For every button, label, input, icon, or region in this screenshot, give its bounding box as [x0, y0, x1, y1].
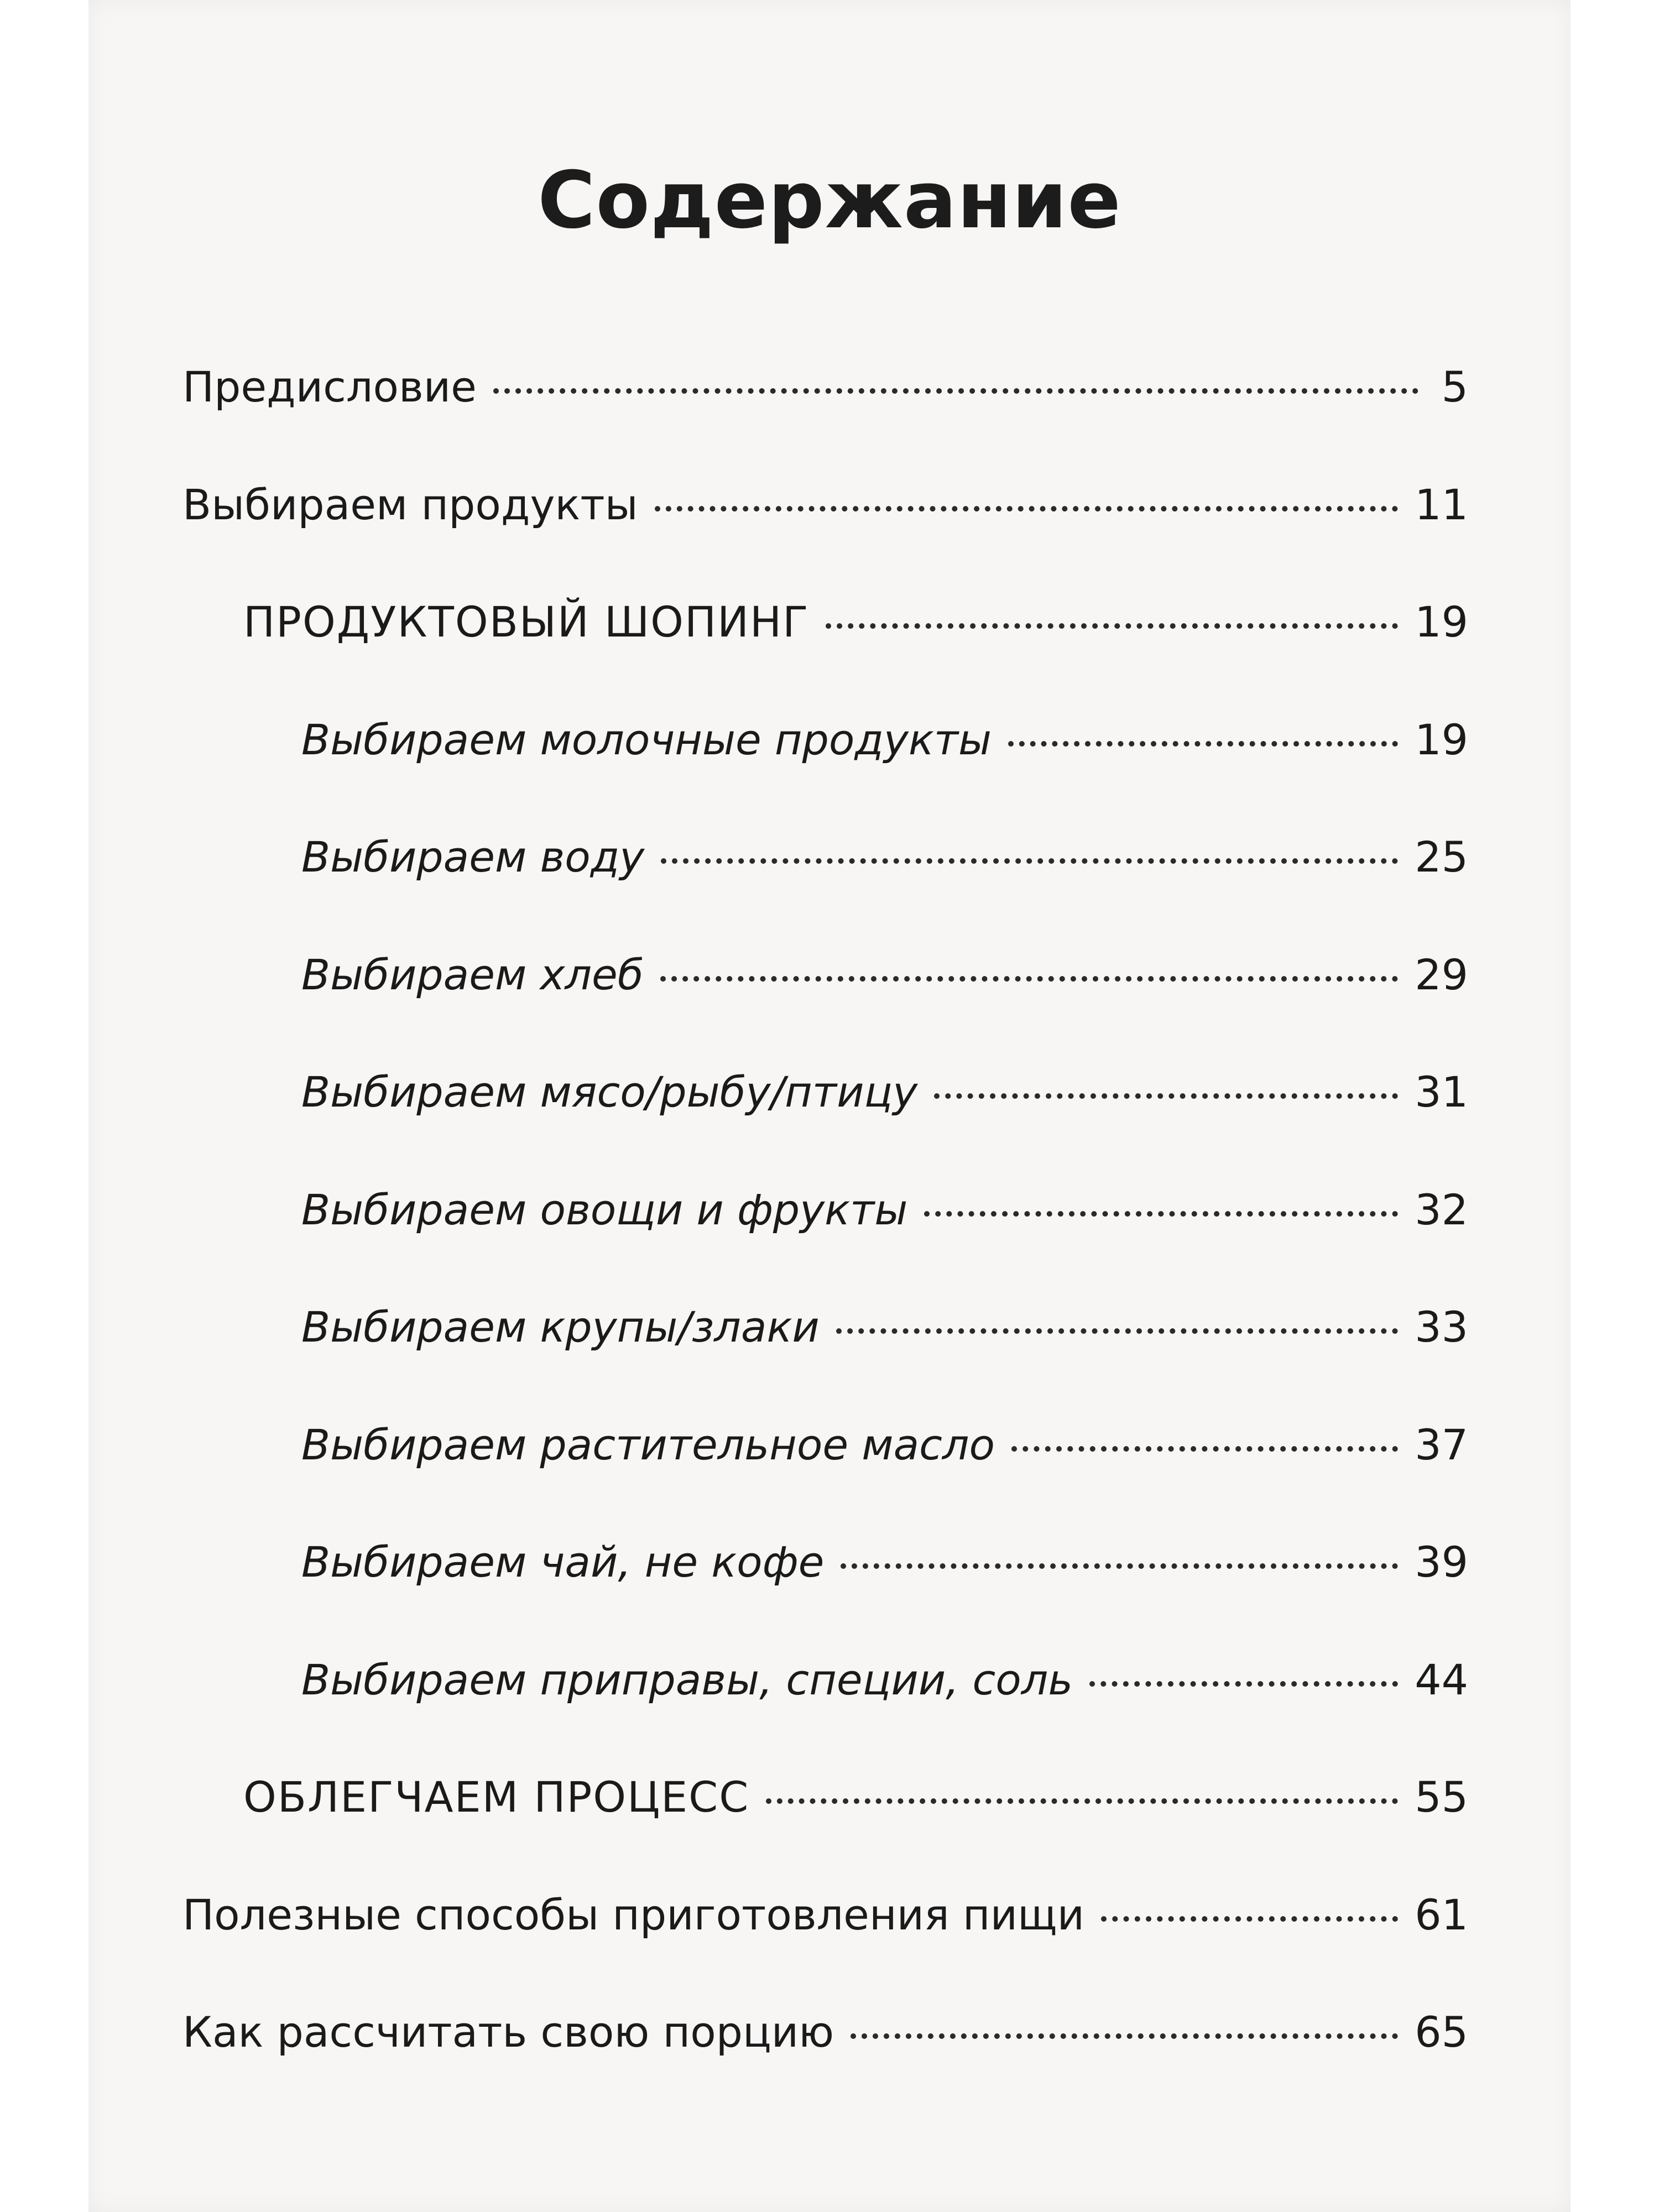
- toc-entry-label: Выбираем хлеб: [301, 950, 644, 999]
- toc-entry-page: 37: [1415, 1420, 1468, 1469]
- toc-entry-page: 32: [1415, 1185, 1468, 1234]
- dot-leader: [934, 1093, 1398, 1099]
- toc-entry-vegetable-oil[interactable]: [301, 1420, 1468, 1475]
- toc-entry-label: Выбираем мясо/рыбу/птицу: [301, 1067, 918, 1117]
- toc-entry-page: 11: [1415, 480, 1468, 529]
- dot-leader: [766, 1798, 1398, 1804]
- toc-entry-seasonings-spices-salt[interactable]: [301, 1655, 1468, 1710]
- toc-entry-tea-not-coffee[interactable]: [301, 1537, 1468, 1593]
- dot-leader: [493, 388, 1418, 394]
- toc-entry-page: 55: [1415, 1772, 1468, 1822]
- dot-leader: [655, 506, 1399, 512]
- toc-entry-label: Предисловие: [182, 362, 477, 411]
- toc-entry-preface[interactable]: [182, 362, 1468, 418]
- dot-leader: [851, 2033, 1398, 2039]
- toc-entry-meat-fish-poultry[interactable]: [301, 1067, 1468, 1123]
- dot-leader: [826, 623, 1398, 629]
- toc-entry-label: Выбираем молочные продукты: [301, 715, 992, 764]
- toc-entry-label: Выбираем продукты: [182, 480, 638, 529]
- dot-leader: [660, 976, 1399, 982]
- dot-leader: [1101, 1916, 1398, 1922]
- toc-entry-water[interactable]: [301, 832, 1468, 888]
- page-title: Содержание: [538, 155, 1121, 247]
- toc-entry-easing-process[interactable]: [243, 1772, 1468, 1828]
- toc-entry-page: 33: [1415, 1302, 1468, 1352]
- dot-leader: [836, 1328, 1399, 1334]
- toc-entry-bread[interactable]: [301, 950, 1468, 1005]
- dot-leader: [924, 1211, 1398, 1217]
- toc-entry-label: Полезные способы приготовления пищи: [182, 1890, 1084, 1939]
- dot-leader: [661, 858, 1398, 864]
- toc-entry-label: Выбираем чай, не кофе: [301, 1537, 825, 1587]
- toc-entry-choosing-products[interactable]: [182, 480, 1468, 535]
- toc-entry-page: 31: [1415, 1067, 1468, 1117]
- toc-entry-page: 19: [1415, 597, 1468, 646]
- toc-entry-page: 39: [1415, 1537, 1468, 1587]
- dot-leader: [1008, 741, 1398, 747]
- toc-entry-portion-calculation[interactable]: [182, 2007, 1468, 2063]
- toc-entry-grains-cereals[interactable]: [301, 1302, 1468, 1358]
- toc-entry-page: 19: [1415, 715, 1468, 764]
- toc-entry-label: Выбираем растительное масло: [301, 1420, 995, 1469]
- toc-entry-vegetables-fruits[interactable]: [301, 1185, 1468, 1240]
- toc-entry-label: Выбираем овощи и фрукты: [301, 1185, 908, 1234]
- toc-entry-page: 44: [1415, 1655, 1468, 1704]
- toc-entry-label: Выбираем приправы, специи, соль: [301, 1655, 1073, 1704]
- toc-entry-healthy-cooking[interactable]: [182, 1890, 1468, 1945]
- dot-leader: [1089, 1681, 1398, 1687]
- toc-entry-label: Выбираем крупы/злаки: [301, 1302, 820, 1352]
- toc-entry-label: ОБЛЕГЧАЕМ ПРОЦЕСС: [243, 1772, 750, 1822]
- toc-entry-page: 25: [1415, 832, 1468, 881]
- toc-entry-page: 65: [1415, 2007, 1468, 2057]
- dot-leader: [1011, 1446, 1398, 1452]
- toc-entry-grocery-shopping[interactable]: [243, 597, 1468, 653]
- toc-entry-label: ПРОДУКТОВЫЙ ШОПИНГ: [243, 597, 810, 646]
- toc-entry-label: Как рассчитать свою порцию: [182, 2007, 834, 2057]
- toc-entry-page: 61: [1415, 1890, 1468, 1939]
- dot-leader: [841, 1563, 1398, 1569]
- toc-entry-page: 29: [1415, 950, 1468, 999]
- toc-entry-label: Выбираем воду: [301, 832, 645, 881]
- toc-entry-dairy[interactable]: [301, 715, 1468, 770]
- toc-entry-page: 5: [1441, 362, 1468, 411]
